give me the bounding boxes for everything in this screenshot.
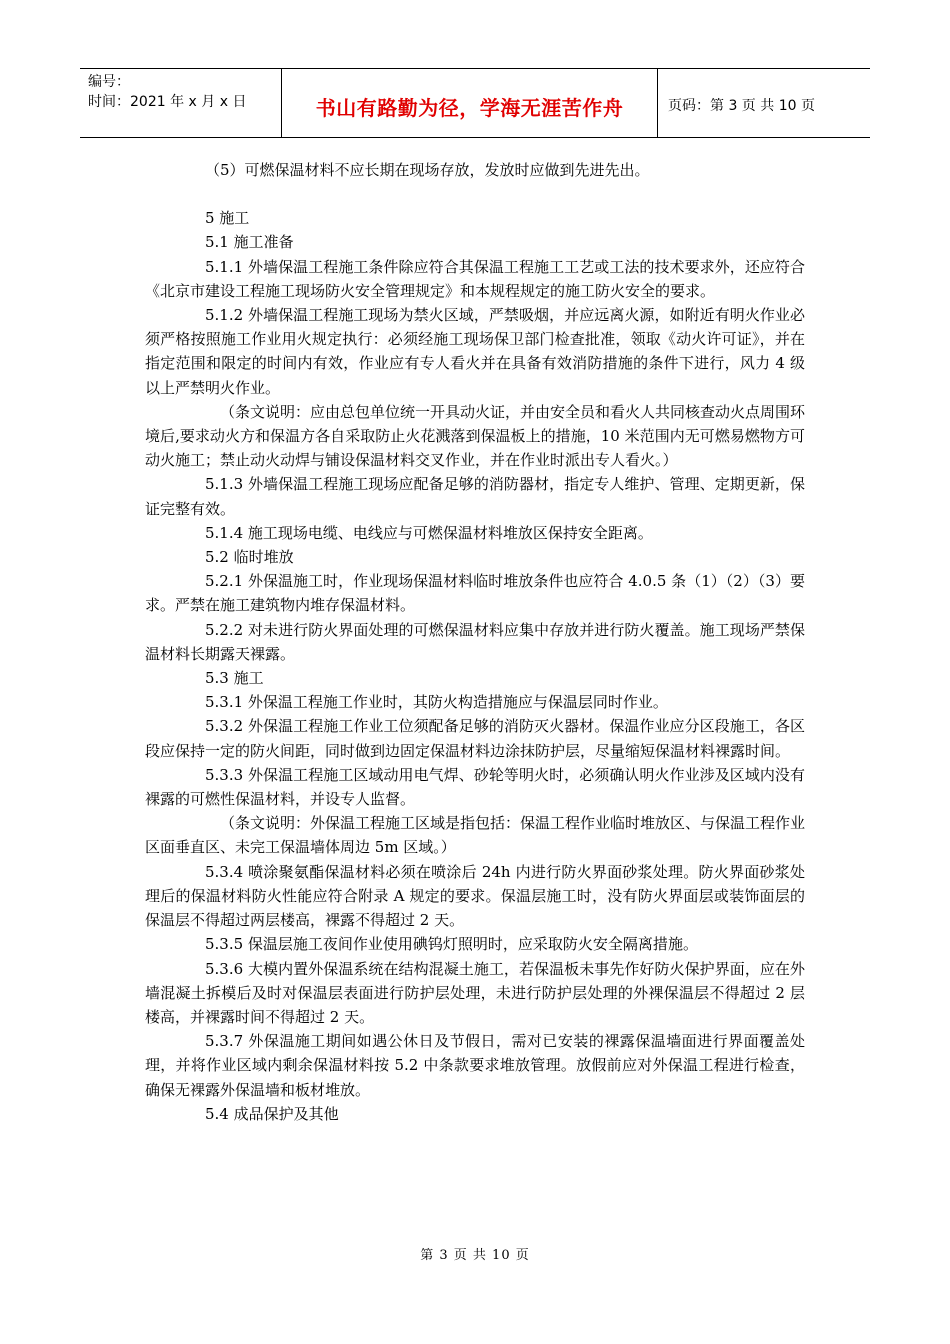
- subsection-heading: 5.3 施工: [205, 669, 264, 688]
- doc-date-label: 时间：2021 年 x 月 x 日: [88, 94, 247, 110]
- paragraph: 5.3.5 保温层施工夜间作业使用碘钨灯照明时，应采取防火安全隔离措施。: [205, 935, 698, 954]
- paragraph: 5.3.1 外保温工程施工作业时，其防火构造措施应与保温层同时作业。: [205, 693, 668, 712]
- spacer: [145, 182, 805, 206]
- paragraph: 5.3.2 外保温工程施工作业工位须配备足够的消防灭火器材。保温作业应分区段施工，各区段应保持一定的防火间距，同时做到边固定保温材料边涂抹防护层，尽量缩短保温材料裸露时间。: [145, 717, 805, 760]
- subsection-heading: 5.4 成品保护及其他: [205, 1104, 339, 1123]
- section-heading: 5 施工: [205, 209, 250, 228]
- paragraph: （5）可燃保温材料不应长期在现场存放，发放时应做到先进先出。: [205, 161, 650, 179]
- header-meta: [80, 69, 282, 137]
- paragraph: 5.1.3 外墙保温工程施工现场应配备足够的消防器材，指定专人维护、管理、定期更新，保证完整有效。: [145, 475, 805, 518]
- paragraph: 5.2.2 对未进行防火界面处理的可燃保温材料应集中存放并进行防火覆盖。施工现场严禁保温材料长期露天裸露。: [145, 620, 805, 663]
- paragraph: 5.3.7 外保温施工期间如遇公休日及节假日，需对已安装的裸露保温墙面进行界面覆盖处理，并将作业区域内剩余保温材料按 5.2 中条款要求堆放管理。放假前应对外保温工程进行检查，确保无裸露外保温墙和板材堆放。: [145, 1032, 805, 1099]
- paragraph: 5.1.2 外墙保温工程施工现场为禁火区域，严禁吸烟，并应远离火源，如附近有明火作业必须严格按照施工作业用火规定执行：必须经施工现场保卫部门检查批准，领取《动火许可证》，并在指定范围和限定的时间内有效，作业应有专人看火并在具备有效消防措施的条件下进行，风力 4 级以上严禁明火作业。: [145, 306, 805, 397]
- paragraph: 5.3.4 喷涂聚氨酯保温材料必须在喷涂后 24h 内进行防火界面砂浆处理。防火界面砂浆处理后的保温材料防火性能应符合附录 A 规定的要求。保温层施工时，没有防火界面层或装饰面层的保温层不得超过两层楼高，裸露不得超过 2 天。: [145, 862, 805, 930]
- paragraph: 5.3.3 外保温工程施工区域动用电气焊、砂轮等明火时，必须确认明火作业涉及区域内没有裸露的可燃性保温材料，并设专人监督。: [145, 765, 805, 809]
- subsection-heading: 5.1 施工准备: [205, 233, 294, 252]
- paragraph: 5.1.4 施工现场电缆、电线应与可燃保温材料堆放区保持安全距离。: [205, 523, 653, 542]
- paragraph: 5.1.1 外墙保温工程施工条件除应符合其保温工程施工工艺或工法的技术要求外，还应符合《北京市建设工程施工现场防火安全管理规定》和本规程规定的施工防火安全的要求。: [145, 257, 805, 300]
- document-body: [145, 158, 805, 1126]
- header-motto: 书山有路勤为径，学海无涯苦作舟: [282, 69, 658, 137]
- clause-note: （条文说明：外保温工程施工区域是指包括：保温工程作业临时堆放区、与保温工程作业区面垂直区、未完工保温墙体周边 5m 区域。）: [145, 814, 806, 857]
- clause-note: （条文说明：应由总包单位统一开具动火证，并由安全员和看火人共同核查动火点周围环境后,要求动火方和保温方各自采取防止火花溅落到保温板上的措施，10 米范围内无可燃易燃物方可动火施工；禁止动火动焊与铺设保温材料交叉作业，并在作业时派出专人看火。）: [145, 402, 806, 470]
- header-page-number: 页码：第 3 页 共 10 页: [668, 98, 815, 114]
- page-header: [80, 68, 870, 138]
- doc-number-label: 编号：: [88, 74, 130, 90]
- paragraph: 5.3.6 大模内置外保温系统在结构混凝土施工，若保温板未事先作好防火保护界面，应在外墙混凝土拆模后及时对保温层表面进行防护层处理，未进行防护层处理的外裸保温层不得超过 2 层楼高，并裸露时间不得超过 2 天。: [145, 959, 805, 1026]
- paragraph: 5.2.1 外保温施工时，作业现场保温材料临时堆放条件也应符合 4.0.5 条（1）（2）（3）要求。严禁在施工建筑物内堆存保温材料。: [145, 572, 805, 615]
- subsection-heading: 5.2 临时堆放: [205, 548, 294, 567]
- page-footer: 第 3 页 共 10 页: [420, 1248, 530, 1263]
